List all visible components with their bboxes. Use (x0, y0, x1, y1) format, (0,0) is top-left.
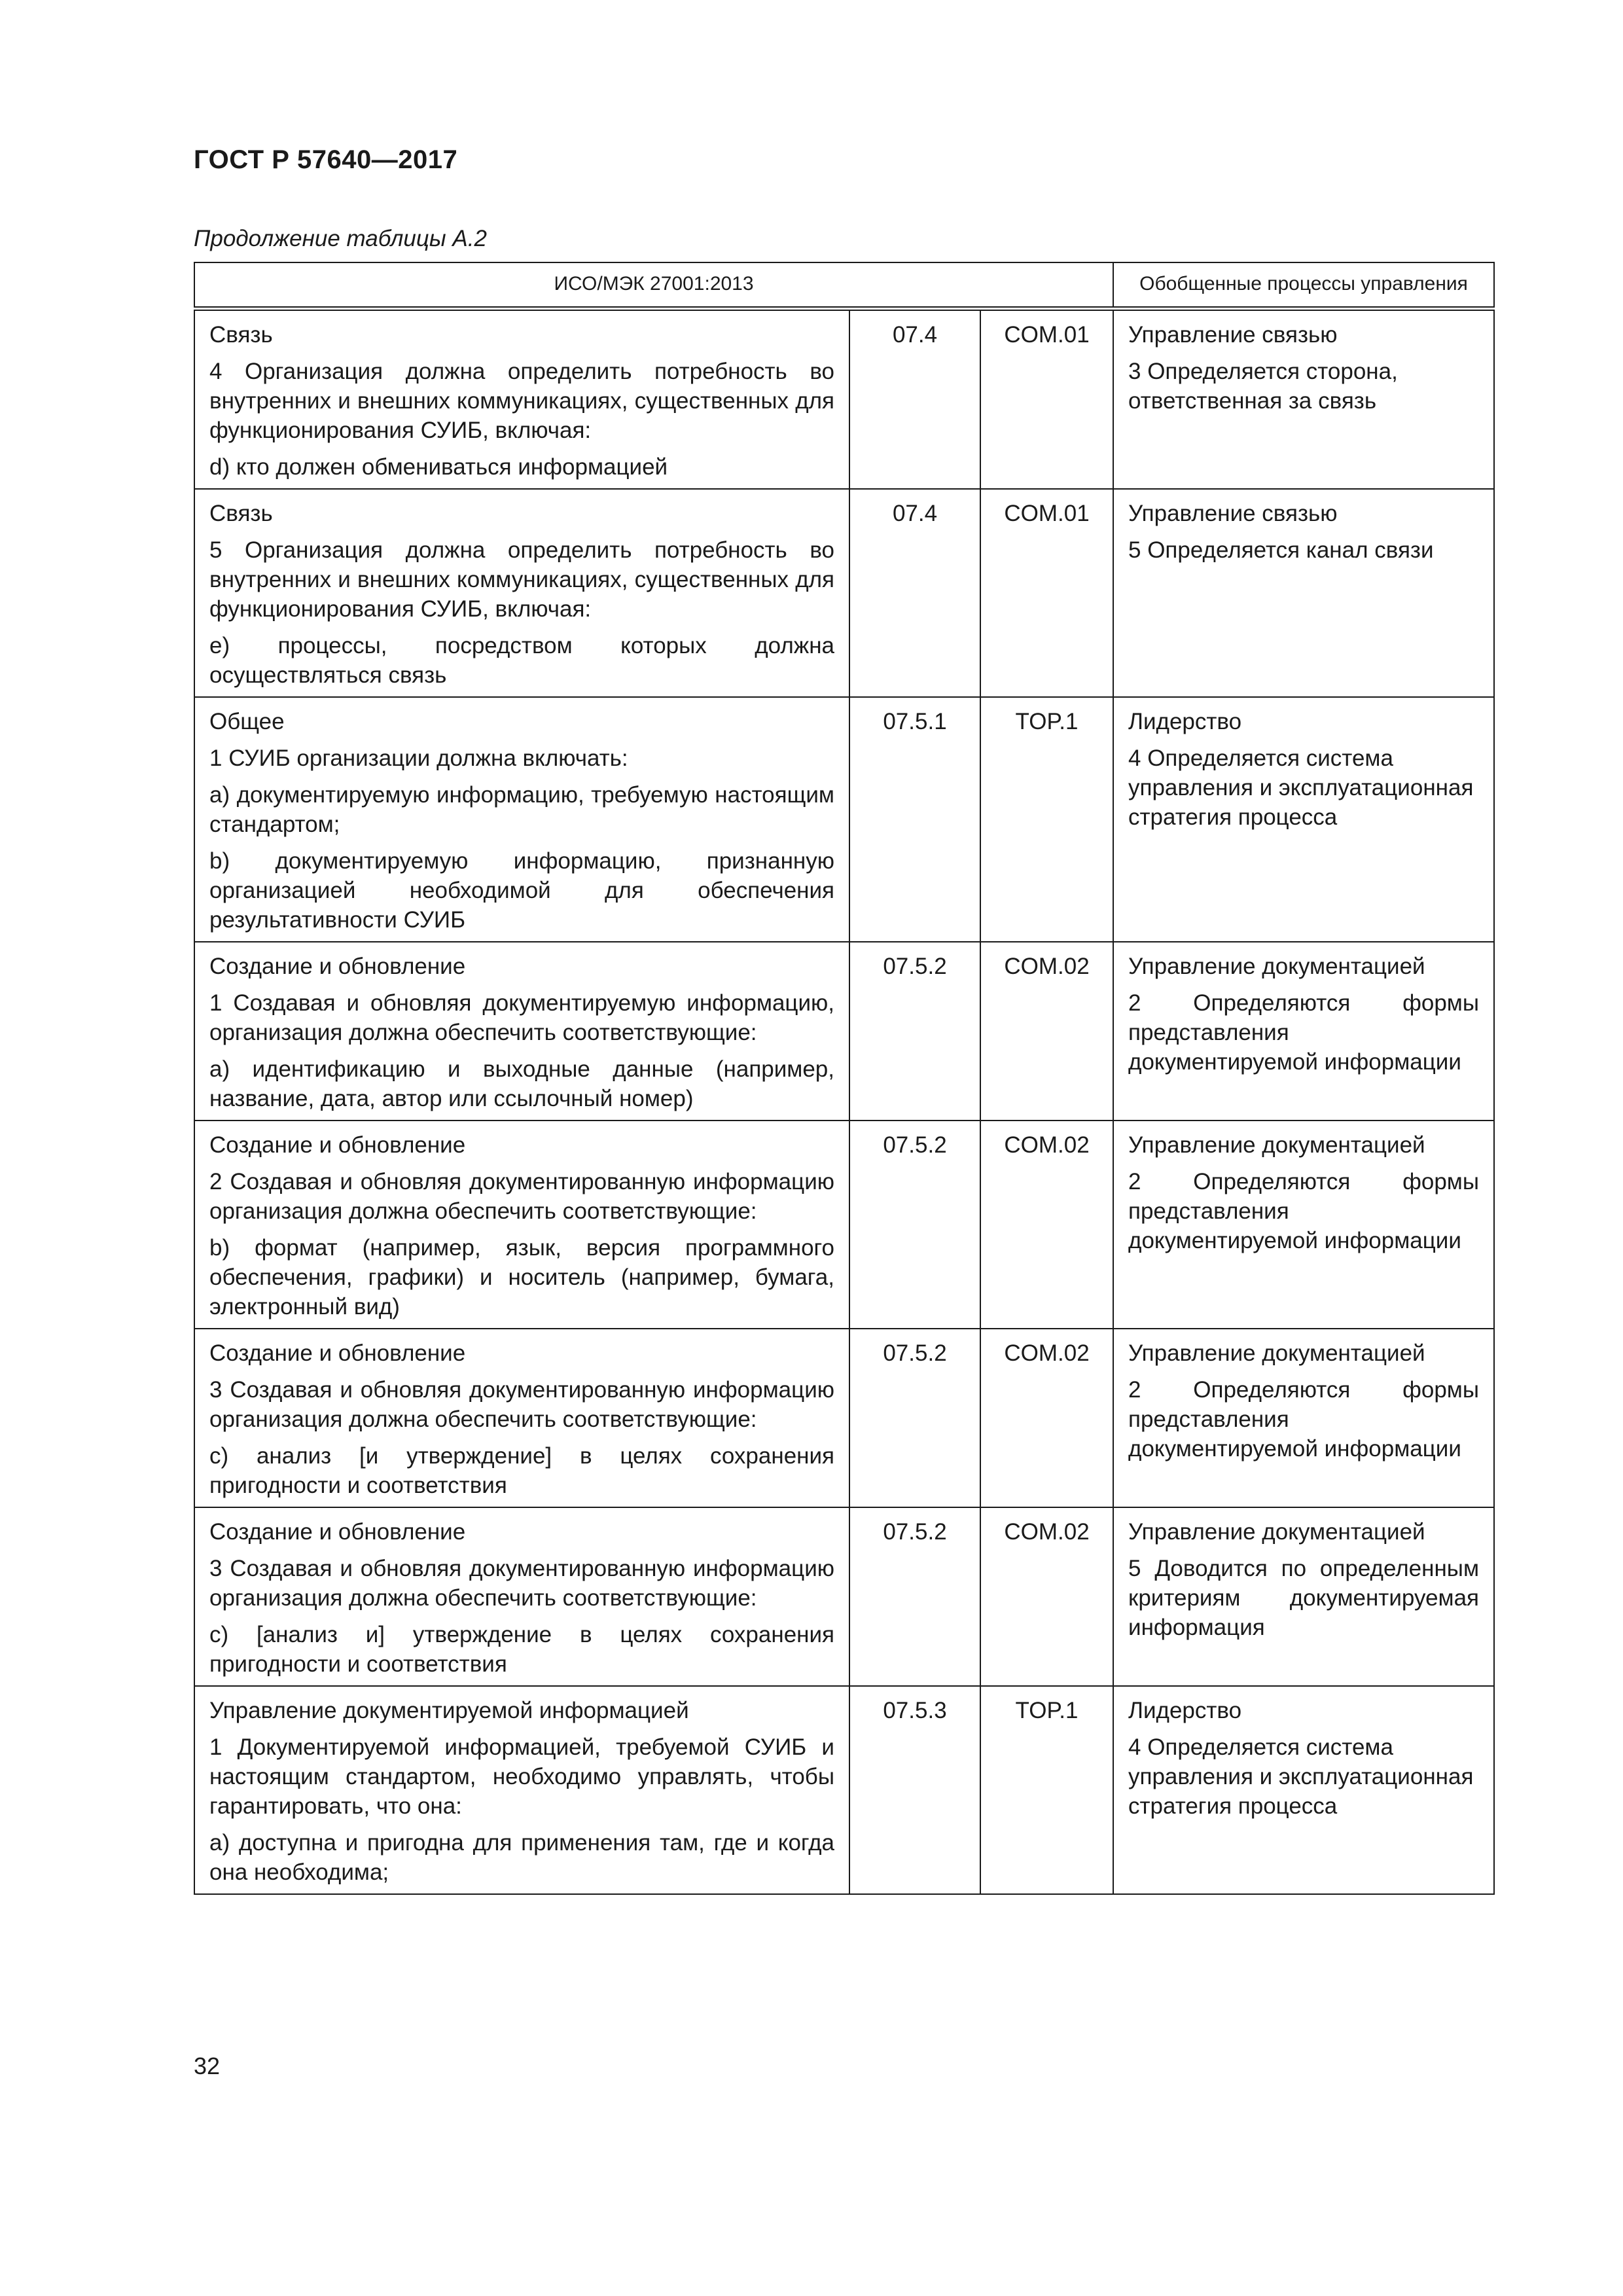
table-row (194, 1686, 1494, 1894)
process-cell (1113, 697, 1494, 942)
requirement-text: 1 Документируемой информацией, требуемой СУИБ и настоящим стандартом, необходимо управлять, чтобы гарантировать, что она: (209, 1734, 834, 1819)
table-row (194, 489, 1494, 697)
clause-number: 07.4 (849, 309, 980, 490)
requirement-item: a) доступна и пригодна для применения там, где и когда она необходима; (209, 1830, 834, 1885)
column-header-processes: Обобщенные процессы управления (1113, 262, 1494, 309)
requirement-cell (194, 697, 849, 942)
requirement-title: Управление документируемой информацией (209, 1698, 689, 1723)
column-header-iso: ИСО/МЭК 27001:2013 (194, 262, 1113, 309)
clause-number: 07.5.2 (849, 1329, 980, 1507)
requirement-title: Связь (209, 322, 273, 348)
process-code: COM.02 (980, 942, 1113, 1121)
process-code: TOP.1 (980, 697, 1113, 942)
process-detail: 3 Определяется сторона, ответственная за связь (1128, 359, 1398, 414)
process-cell (1113, 1121, 1494, 1329)
requirement-item: c) анализ [и утверждение] в целях сохранения пригодности и соответствия (209, 1443, 834, 1498)
requirement-item: c) [анализ и] утверждение в целях сохранения пригодности и соответствия (209, 1622, 834, 1677)
table-row (194, 1507, 1494, 1686)
requirement-item: e) процессы, посредством которых должна осуществляться связь (209, 633, 834, 688)
requirement-title: Создание и обновление (209, 1132, 466, 1158)
process-cell (1113, 489, 1494, 697)
requirement-title: Создание и обновление (209, 1519, 466, 1545)
process-name: Управление связью (1128, 322, 1338, 348)
requirement-title: Связь (209, 501, 273, 526)
requirement-cell (194, 309, 849, 490)
requirement-text: 3 Создавая и обновляя документированную информацию организация должна обеспечить соответствующие: (209, 1556, 834, 1611)
page-number: 32 (194, 2053, 221, 2079)
process-cell (1113, 1686, 1494, 1894)
table-caption: Продолжение таблицы А.2 (194, 226, 487, 251)
table-row (194, 1121, 1494, 1329)
process-code: COM.01 (980, 489, 1113, 697)
requirement-item: b) документируемую информацию, признанную организацией необходимой для обеспечения результативности СУИБ (209, 848, 834, 933)
requirement-text: 1 Создавая и обновляя документируемую информацию, организация должна обеспечить соответствующие: (209, 990, 834, 1045)
process-name: Управление документацией (1128, 1132, 1425, 1158)
requirement-item: d) кто должен обмениваться информацией (209, 454, 668, 480)
table-row (194, 309, 1494, 490)
process-name: Управление документацией (1128, 1340, 1425, 1366)
table-row (194, 697, 1494, 942)
requirement-text: 3 Создавая и обновляя документированную информацию организация должна обеспечить соответствующие: (209, 1377, 834, 1432)
process-detail: 2 Определяются формы представления документируемой информации (1128, 1169, 1480, 1253)
clause-number: 07.5.1 (849, 697, 980, 942)
process-name: Управление документацией (1128, 954, 1425, 979)
process-code: COM.02 (980, 1121, 1113, 1329)
process-cell (1113, 942, 1494, 1121)
requirement-cell (194, 942, 849, 1121)
requirement-cell (194, 489, 849, 697)
process-name: Лидерство (1128, 709, 1242, 734)
table-row (194, 942, 1494, 1121)
process-code: COM.02 (980, 1507, 1113, 1686)
clause-number: 07.5.2 (849, 1121, 980, 1329)
requirement-cell (194, 1686, 849, 1894)
clause-number: 07.5.2 (849, 942, 980, 1121)
requirement-cell (194, 1329, 849, 1507)
requirement-text: 2 Создавая и обновляя документированную информацию организация должна обеспечить соответствующие: (209, 1169, 834, 1224)
requirement-title: Создание и обновление (209, 954, 466, 979)
requirement-item: a) идентификацию и выходные данные (например, название, дата, автор или ссылочный номер) (209, 1056, 834, 1111)
requirement-title: Общее (209, 709, 285, 734)
process-detail: 5 Определяется канал связи (1128, 537, 1434, 563)
requirement-item: a) документируемую информацию, требуемую настоящим стандартом; (209, 782, 834, 837)
process-detail: 2 Определяются формы представления документируемой информации (1128, 1377, 1480, 1462)
process-code: COM.01 (980, 309, 1113, 490)
standards-mapping-table (194, 262, 1495, 1895)
requirement-title: Создание и обновление (209, 1340, 466, 1366)
requirement-text: 4 Организация должна определить потребность во внутренних и внешних коммуникациях, существенных для функционирования СУИБ, включая: (209, 359, 834, 443)
process-detail: 2 Определяются формы представления документируемой информации (1128, 990, 1480, 1075)
table-row (194, 1329, 1494, 1507)
process-name: Управление связью (1128, 501, 1338, 526)
process-detail: 5 Доводится по определенным критериям документируемая информация (1128, 1556, 1480, 1640)
requirement-cell (194, 1121, 849, 1329)
process-name: Лидерство (1128, 1698, 1242, 1723)
process-cell (1113, 309, 1494, 490)
process-detail: 4 Определяется система управления и эксплуатационная стратегия процесса (1128, 745, 1474, 830)
requirement-item: b) формат (например, язык, версия программного обеспечения, графики) и носитель (например, бумага, электронный вид) (209, 1235, 834, 1319)
process-name: Управление документацией (1128, 1519, 1425, 1545)
document-header: ГОСТ Р 57640—2017 (194, 145, 458, 174)
process-cell (1113, 1329, 1494, 1507)
process-detail: 4 Определяется система управления и эксплуатационная стратегия процесса (1128, 1734, 1474, 1819)
requirement-text: 1 СУИБ организации должна включать: (209, 745, 628, 771)
clause-number: 07.5.2 (849, 1507, 980, 1686)
process-code: TOP.1 (980, 1686, 1113, 1894)
requirement-cell (194, 1507, 849, 1686)
table-header-row (194, 262, 1494, 309)
process-cell (1113, 1507, 1494, 1686)
clause-number: 07.5.3 (849, 1686, 980, 1894)
clause-number: 07.4 (849, 489, 980, 697)
requirement-text: 5 Организация должна определить потребность во внутренних и внешних коммуникациях, существенных для функционирования СУИБ, включая: (209, 537, 834, 622)
process-code: COM.02 (980, 1329, 1113, 1507)
